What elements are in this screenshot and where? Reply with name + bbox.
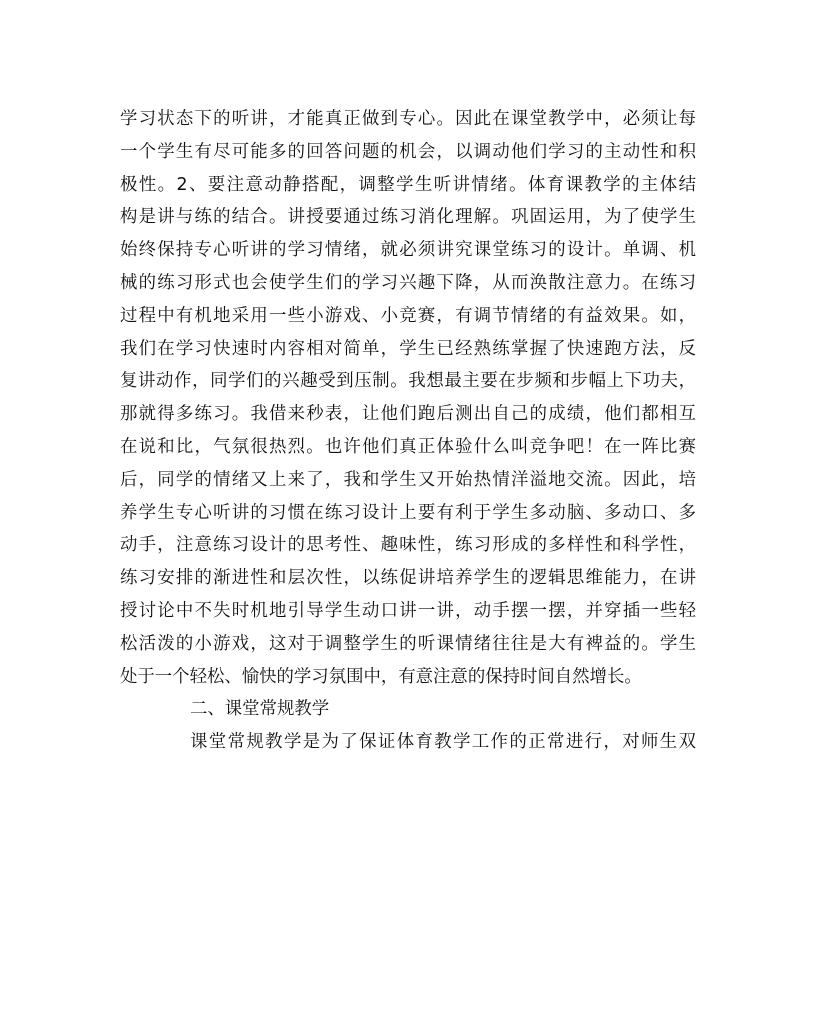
text-line: 始终保持专心听讲的学习情绪，就必须讲究课堂练习的设计。单调、机 [120,240,696,261]
text-line: 后，同学的情绪又上来了，我和学生又开始热情洋溢地交流。因此，培 [120,469,696,490]
text-line: 松活泼的小游戏，这对于调整学生的听课情绪往往是大有裨益的。学生 [120,633,696,654]
text-line: 学习状态下的听讲，才能真正做到专心。因此在课堂教学中，必须让每 [120,109,696,129]
text-line: 课堂常规教学是为了保证体育教学工作的正常进行，对师生双 [190,732,696,753]
text-line: 极性。2、要注意动静搭配，调整学生听讲情绪。体育课教学的主体结 [120,174,696,195]
text-line: 我们在学习快速时内容相对简单，学生已经熟练掌握了快速跑方法，反 [120,338,696,359]
text-line: 在说和比，气氛很热烈。也许他们真正体验什么叫竞争吧！在一阵比赛 [120,436,696,457]
text-line: 构是讲与练的结合。讲授要通过练习消化理解。巩固运用，为了使学生 [120,207,696,228]
text-line: 练习安排的渐进性和层次性，以练促讲培养学生的逻辑思维能力，在讲 [120,568,696,589]
text-line: 养学生专心听讲的习惯在练习设计上要有利于学生多动脑、多动口、多 [120,502,696,523]
text-line: 械的练习形式也会使学生们的学习兴趣下降，从而涣散注意力。在练习 [120,272,696,293]
text-line: 复讲动作，同学们的兴趣受到压制。我想最主要在步频和步幅上下功夫， [120,371,696,392]
text-line: 动手，注意练习设计的思考性、趣味性，练习形成的多样性和科学性， [120,535,696,556]
text-line: 处于一个轻松、愉快的学习氛围中，有意注意的保持时间自然增长。 [120,666,642,687]
text-line: 过程中有机地采用一些小游戏、小竞赛，有调节情绪的有益效果。如， [120,305,696,326]
text-line: 一个学生有尽可能多的回答问题的机会，以调动他们学习的主动性和积 [120,141,696,162]
document-body [120,103,696,759]
section-heading: 二、课堂常规教学 [190,699,330,720]
text-line: 那就得多练习。我借来秒表，让他们跑后测出自己的成绩，他们都相互 [120,404,696,425]
text-line: 授讨论中不失时机地引导学生动口讲一讲，动手摆一摆，并穿插一些轻 [120,600,696,621]
